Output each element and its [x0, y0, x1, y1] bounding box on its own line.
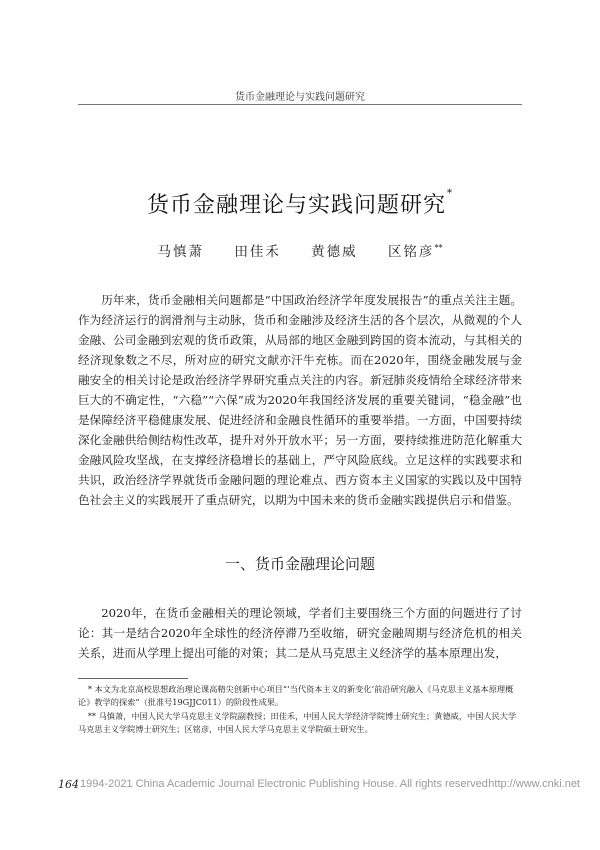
author-name: 黄德威: [311, 244, 358, 260]
author-name: 田佳禾: [234, 244, 281, 260]
copyright-watermark: [80, 778, 590, 790]
title-footnote-mark[interactable]: *: [447, 188, 453, 199]
author-name: 马慎萧: [157, 244, 205, 260]
author-footnote-mark[interactable]: **: [434, 243, 443, 253]
author-name: 区铭彦: [387, 244, 435, 260]
footnote-funding: * 本文为北京高校思想政治理论课高精尖创新中心项目“‘当代资本主义的新变化’前沿研究融入《马克思主义基本原理概论》教学的探索”（批准号19GJJC011）的阶段性成果。: [78, 684, 514, 707]
copyright-text: 1994-2021 China Academic Journal Electronic Publishing House. All rights reserved.: [80, 778, 491, 790]
section-heading: 一、货币金融理论问题: [224, 555, 375, 573]
footnote-authors: ** 马慎萧，中国人民大学马克思主义学院副教授；田佳禾，中国人民大学经济学院博士研究生；黄德威，中国人民大学马克思主义学院博士研究生；区铭彦，中国人民大学马克思主义学院硕士研究生。: [78, 711, 517, 734]
intro-paragraph: 历年来，货币金融相关问题都是“中国政治经济学年度发展报告”的重点关注主题。作为经济运行的润滑剂与主动脉，货币和金融涉及经济生活的各个层次，从微观的个人金融、公司金融到宏观的货币政策，从局部的地区金融到跨国的资本流动，与其相关的经济现象数之不尽，所对应的研究文献亦汗牛充栋。而在2020年，围绕金融发展与金融安全的相关讨论是政治经济学界研究重点关注的内容。新冠肺炎疫情给全球经济带来巨大的不确定性，“六稳”“六保”成为2020年我国经济发展的重要关键词，“稳金融”也是保障经济平稳健康发展、促进经济和金融良性循环的重要举措。一方面，中国要持续深化金融供给侧结构性改革，提升对外开放水平；另一方面，要持续推进防范化解重大金融风险攻坚战，在支撑经济稳增长的基础上，严守风险底线。立足这样的实践要求和共识，政治经济学界就货币金融问题的理论难点、西方资本主义国家的实践以及中国特色社会主义的实践展开了重点研究，以期为中国未来的货币金融实践提供启示和借鉴。: [78, 293, 522, 507]
publisher-url[interactable]: http://www.cnki.net: [488, 778, 580, 790]
author-list: [78, 240, 522, 260]
page-number: 164: [58, 778, 79, 791]
running-header: 货币金融理论与实践问题研究: [235, 92, 365, 103]
footnote-rule: [78, 678, 188, 679]
article-title: [78, 188, 522, 219]
author-name-last: [388, 244, 443, 260]
header-rule: [78, 104, 522, 105]
section-paragraph: 2020年，在货币金融相关的理论领域，学者们主要围绕三个方面的问题进行了讨论：其一是结合2020年全球性的经济停滞乃至收缩，研究金融周期与经济危机的相关关系，进而从学理上提出可能的对策；其二是从马克思主义经济学的基本原理出发，: [78, 606, 522, 660]
article-title-text: 货币金融理论与实践问题研究: [146, 193, 446, 218]
